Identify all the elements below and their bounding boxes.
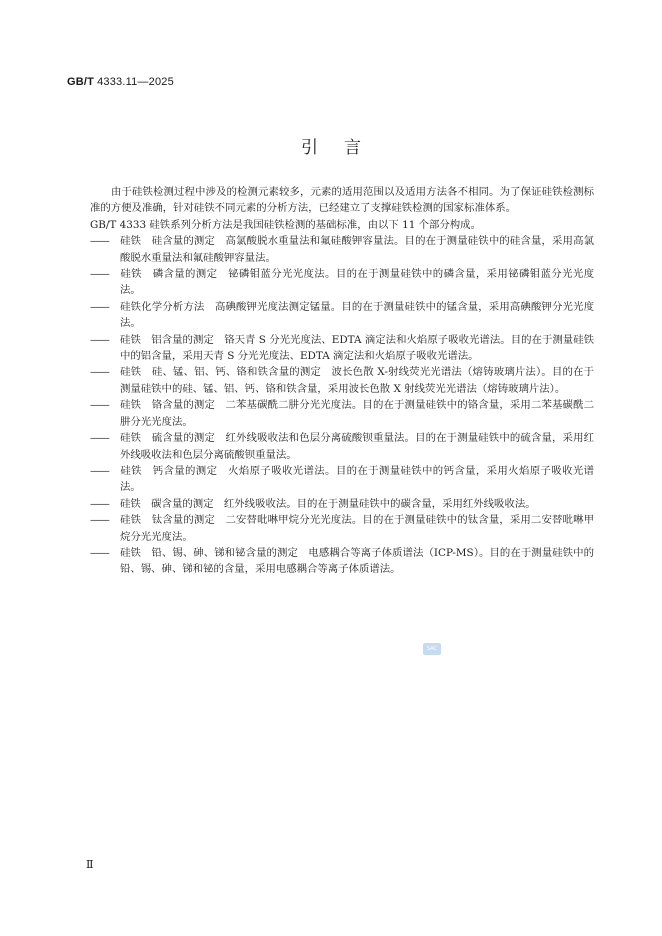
list-item: —— 硅铁 铬含量的测定 二苯基碳酰二肼分光光度法。目的在于测量硅铁中的铬含量，采用二苯基碳酰二肼分光光度法。	[90, 399, 595, 428]
list-item: —— 硅铁 硅含量的测定 高氯酸脱水重量法和氟硅酸钾容量法。目的在于测量硅铁中的硅含量，采用高氯酸脱水重量法和氟硅酸钾容量法。	[90, 235, 595, 264]
intro-paragraph: 由于硅铁检测过程中涉及的检测元素较多，元素的适用范围以及适用方法各不相同。为了保证硅铁检测标准的方便及准确，针对硅铁不同元素的分析方法，已经建立了支撑硅铁检测的国家标准体系。	[90, 186, 594, 215]
part-name: 硅铁化学分析方法 高碘酸钾光度法测定锰量。	[120, 300, 342, 313]
part-desc: 目的在于测量硅铁中的铅、锡、砷、锑和铋的含量，采用电感耦合等离子体质谱法。	[120, 546, 594, 576]
list-item: —— 硅铁 钛含量的测定 二安替吡啉甲烷分光光度法。目的在于测量硅铁中的钛含量，采用二安替吡啉甲烷分光光度法。	[90, 514, 595, 543]
list-item: —— 硅铁化学分析方法 高碘酸钾光度法测定锰量。目的在于测量硅铁中的锰含量，采用高碘酸钾分光光度法。	[90, 300, 594, 330]
list-item: —— 硅铁 铝含量的测定 铬天青 S 分光光度法、EDTA 滴定法和火焰原子吸收光谱法。目的在于测量硅铁中的铝含量，采用天青 S 分光光度法、EDTA 滴定法和火焰原子吸收光谱法。	[90, 333, 594, 363]
part-name: 硅铁 钙含量的测定 火焰原子吸收光谱法。	[120, 464, 336, 477]
part-name: 硅铁 铬含量的测定 二苯基碳酰二肼分光光度法。	[120, 399, 363, 412]
standard-code	[67, 76, 174, 88]
series-line: GB/T 4333 硅铁系列分析方法是我国硅铁检测的基础标准，由以下 11 个部分构成。	[90, 218, 481, 231]
intro-body	[90, 184, 594, 578]
part-desc: 目的在于测量硅铁中的铝含量，采用天青 S 分光光度法、EDTA 滴定法和火焰原子吸收光谱法。	[120, 333, 594, 363]
standard-prefix: GB/T	[67, 76, 95, 88]
part-name: 硅铁 硅含量的测定 高氯酸脱水重量法和氟硅酸钾容量法。	[120, 235, 405, 248]
part-name: 硅铁 磷含量的测定 铋磷钼蓝分光光度法。	[120, 268, 336, 281]
standard-number: 4333.11—2025	[97, 76, 174, 88]
list-item: —— 硅铁 碳含量的测定 红外线吸收法。目的在于测量硅铁中的碳含量，采用红外线吸收法。	[90, 497, 536, 510]
part-name: 硅铁 钛含量的测定 二安替吡啉甲烷分光光度法。	[120, 514, 363, 527]
part-name: 硅铁 碳含量的测定 红外线吸收法。	[120, 497, 297, 510]
watermark-logo: SAC	[423, 643, 441, 655]
list-item: —— 硅铁 铅、锡、砷、锑和铋含量的测定 电感耦合等离子体质谱法（ICP-MS）。目的在于测量硅铁中的铅、锡、砷、锑和铋的含量，采用电感耦合等离子体质谱法。	[90, 546, 594, 576]
part-name: 硅铁 铅、锡、砷、锑和铋含量的测定 电感耦合等离子体质谱法（ICP-MS）。	[120, 546, 490, 559]
part-name: 硅铁 铝含量的测定 铬天青 S 分光光度法、EDTA 滴定法和火焰原子吸收光谱法。	[120, 333, 511, 346]
part-desc: 目的在于测量硅铁中的硅、锰、铝、钙、铬和铁含量，采用波长色散 X 射线荧光光谱法（熔铸玻璃片法）。	[120, 366, 595, 395]
part-desc: 目的在于测量硅铁中的硫含量，采用红外线吸收法和色层分离硫酸钡重量法。	[120, 432, 595, 461]
page-title: 引言	[301, 138, 387, 158]
list-item: —— 硅铁 硫含量的测定 红外线吸收法和色层分离硫酸钡重量法。目的在于测量硅铁中的硫含量，采用红外线吸收法和色层分离硫酸钡重量法。	[90, 432, 595, 461]
part-desc: 目的在于测量硅铁中的铬含量，采用二苯基碳酰二肼分光光度法。	[120, 399, 595, 428]
list-item: —— 硅铁 磷含量的测定 铋磷钼蓝分光光度法。目的在于测量硅铁中的磷含量，采用铋磷钼蓝分光光度法。	[90, 268, 595, 297]
part-desc: 目的在于测量硅铁中的钙含量，采用火焰原子吸收光谱法。	[120, 464, 595, 494]
part-name: 硅铁 硅、锰、铝、钙、铬和铁含量的测定 波长色散 X-射线荧光光谱法（熔铸玻璃片法）。	[120, 366, 552, 379]
list-item: —— 硅铁 钙含量的测定 火焰原子吸收光谱法。目的在于测量硅铁中的钙含量，采用火焰原子吸收光谱法。	[90, 464, 595, 494]
part-desc: 目的在于测量硅铁中的磷含量，采用铋磷钼蓝分光光度法。	[120, 268, 595, 297]
part-desc: 目的在于测量硅铁中的锰含量，采用高碘酸钾分光光度法。	[120, 300, 594, 330]
part-desc: 目的在于测量硅铁中的碳含量，采用红外线吸收法。	[296, 497, 536, 510]
part-name: 硅铁 硫含量的测定 红外线吸收法和色层分离硫酸钡重量法。	[120, 432, 416, 445]
part-desc: 目的在于测量硅铁中的硅含量，采用高氯酸脱水重量法和氟硅酸钾容量法。	[120, 235, 595, 264]
page-number: Ⅱ	[86, 858, 94, 871]
list-item: —— 硅铁 硅、锰、铝、钙、铬和铁含量的测定 波长色散 X-射线荧光光谱法（熔铸玻璃片法）。目的在于测量硅铁中的硅、锰、铝、钙、铬和铁含量，采用波长色散 X 射线荧光光谱法（熔铸玻璃片法）。	[90, 366, 595, 395]
part-desc: 目的在于测量硅铁中的钛含量，采用二安替吡啉甲烷分光光度法。	[120, 514, 595, 543]
